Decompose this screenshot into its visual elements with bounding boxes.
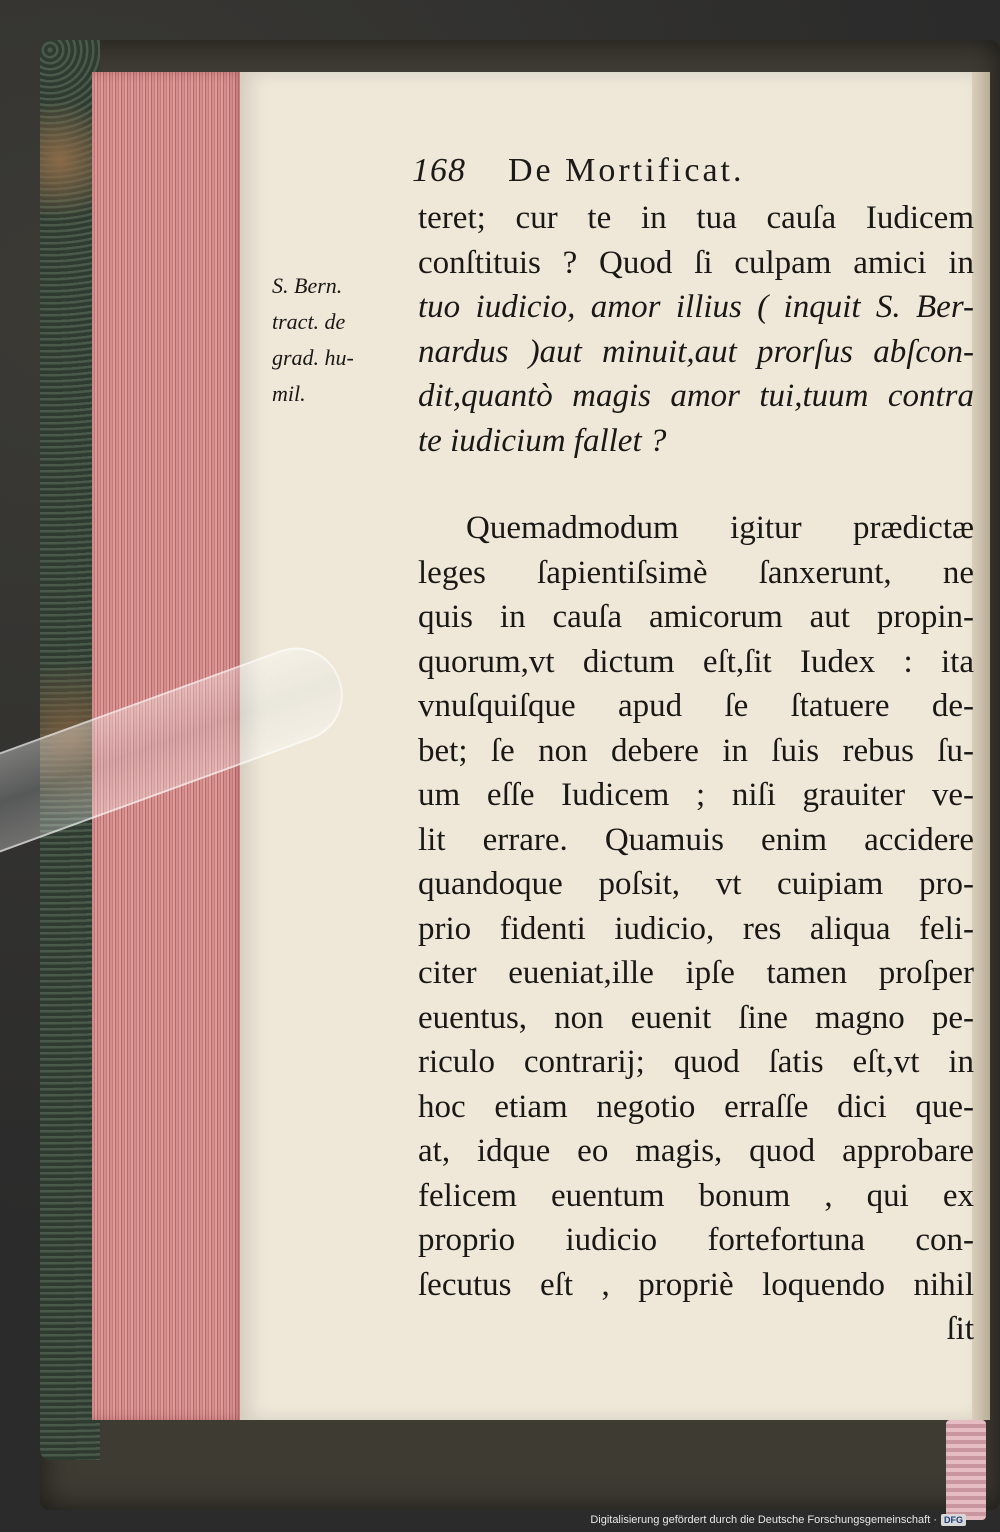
paragraph-2 [418,506,974,1352]
text-line: dit,quantò magis amor tui,tuum contra [418,378,974,414]
body-text [418,196,974,1352]
text-line: citer eueniat,ille ipſe tamen proſper [418,955,974,991]
bookmark-ribbon [946,1420,986,1520]
margin-note-line: mil. [272,381,306,406]
text-line: riculo contrarij; quod ſatis eſt,vt in [418,1044,974,1080]
text-line: bet; ſe non debere in ſuis rebus ſu- [418,732,974,769]
text-line: hoc etiam negotio erraſſe dici que- [418,1088,974,1125]
text-line: felicem euentum bonum , qui ex [418,1177,974,1214]
running-head [412,152,932,190]
page-fore-edge [972,72,990,1420]
margin-note [272,268,412,412]
text-line: ſecutus eſt , propriè loquendo nihil [418,1266,974,1303]
dfg-logo: DFG [941,1514,966,1526]
credit-text: Digitalisierung gefördert durch die Deutsche Forschungsgemeinschaft · [590,1514,937,1526]
text-line: te iudicium fallet ? [418,422,667,459]
text-line: vnuſquiſque apud ſe ſtatuere de- [418,688,974,724]
text-line: proprio iudicio fortefortuna con- [418,1222,974,1258]
margin-note-line: grad. hu- [272,345,354,370]
page-number: 168 [412,152,466,189]
text-line: at, idque eo magis, quod approbare [418,1133,974,1169]
text-line: leges ſapientiſsimè ſanxerunt, ne [418,554,974,591]
text-line: Quemadmodum igitur prædictæ [466,510,974,546]
text-line: nardus )aut minuit,aut prorſus abſcon- [418,333,974,370]
margin-note-line: tract. de [272,309,346,334]
digitization-credit [590,1514,966,1526]
text-line: conſtituis ? Quod ſi culpam amici in [418,244,974,281]
text-line: quorum,vt dictum eſt,ſit Iudex : ita [418,643,974,680]
text-line: tuo iudicio, amor illius ( inquit S. Ber- [418,289,974,325]
text-line: um eſſe Iudicem ; niſi grauiter ve- [418,777,974,813]
running-title: De Mortificat. [508,152,745,189]
text-line: prio fidenti iudicio, res aliqua feli- [418,910,974,947]
margin-note-line: S. Bern. [272,273,343,298]
catchword: ſit [946,1311,974,1347]
text-line: euentus, non euenit ſine magno pe- [418,999,974,1036]
text-line: quis in cauſa amicorum aut propin- [418,599,974,635]
text-line: lit errare. Quamuis enim accidere [418,821,974,858]
paragraph-1 [418,196,974,463]
text-line: quandoque poſsit, vt cuipiam pro- [418,866,974,902]
text-line: teret; cur te in tua cauſa Iudicem [418,200,974,236]
